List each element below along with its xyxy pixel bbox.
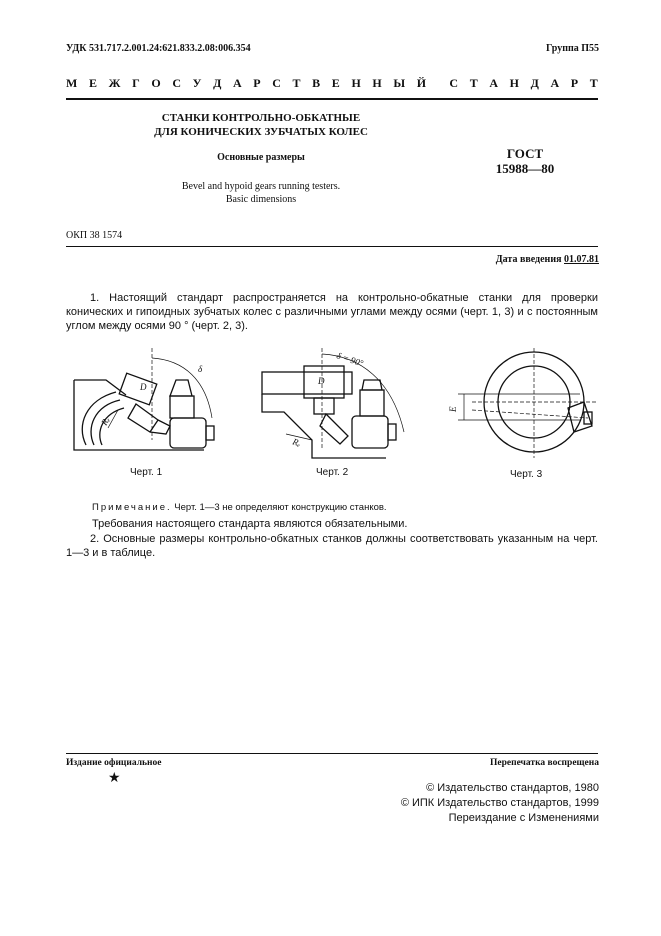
interstate-letter: С	[449, 76, 459, 90]
interstate-letter: Д	[213, 76, 222, 90]
interstate-letter: Е	[88, 76, 97, 90]
copyright-block	[401, 781, 599, 826]
document-subtitle: Основные размеры	[217, 152, 305, 163]
interstate-letter: А	[489, 76, 498, 90]
svg-text:D: D	[318, 376, 325, 386]
svg-text:Rₑ: Rₑ	[291, 436, 302, 449]
copyright-2: © ИПК Издательство стандартов, 1999	[400, 797, 599, 809]
svg-text:D: D	[140, 382, 147, 392]
english-title-line-2: Basic dimensions	[225, 194, 297, 205]
interstate-letter: В	[312, 76, 321, 90]
interstate-letter: Р	[253, 76, 261, 90]
interstate-letter: Т	[589, 76, 598, 90]
paragraph-2: 2. Основные размеры контрольно-обкатных станков должны соответствовать указанным на черт. 1—3 и в таблице.	[66, 533, 598, 559]
interstate-letter: Й	[416, 76, 427, 90]
interstate-letter: Р	[570, 76, 579, 90]
figure-2-drawing	[256, 340, 416, 465]
interstate-letter: Е	[331, 76, 340, 90]
interstate-letter: С	[272, 76, 281, 90]
reprint-prohibited: Перепечатка воспрещена	[489, 758, 599, 768]
interstate-letter: Т	[469, 76, 478, 90]
top-rule	[66, 98, 598, 100]
interstate-letter: У	[192, 76, 202, 90]
interstate-letter: Н	[372, 76, 382, 90]
figure-3-caption: Черт. 3	[510, 469, 543, 480]
star-icon: ★	[108, 771, 121, 786]
middle-rule	[66, 246, 598, 247]
interstate-letter: А	[550, 76, 560, 90]
svg-text:δ = 90°: δ = 90°	[335, 350, 365, 369]
intro-date-label: Дата введения	[495, 254, 562, 265]
title-line-2: ДЛЯ КОНИЧЕСКИХ ЗУБЧАТЫХ КОЛЕС	[154, 126, 368, 138]
figure-1-drawing	[66, 340, 226, 465]
reissue-note: Переиздание с Изменениями	[448, 812, 599, 824]
paragraph-1: 1. Настоящий стандарт распространяется на контрольно-обкатные станки для проверки конических и гипоидных зубчатых колес с различными углами между осями (черт. 1, 3) и с постоянным углом между осями 90 ° (черт. 2, 3).	[66, 292, 598, 332]
gost-code: 15988—80	[495, 161, 555, 176]
interstate-letter: М	[66, 76, 78, 90]
official-edition: Издание официальное	[66, 758, 162, 768]
okp-code: ОКП 38 1574	[66, 230, 123, 241]
interstate-letter: С	[172, 76, 181, 90]
interstate-letter: Ы	[393, 76, 406, 90]
document-title	[120, 111, 402, 139]
english-title-line-1: Bevel and hypoid gears running testers.	[181, 181, 341, 192]
interstate-letter: О	[151, 76, 161, 90]
figure-1-caption: Черт. 1	[130, 467, 163, 478]
udk-code: УДК 531.717.2.001.24:621.833.2.08:006.354	[66, 43, 251, 54]
figure-3-drawing	[450, 340, 600, 465]
title-line-1: СТАНКИ КОНТРОЛЬНО-ОБКАТНЫЕ	[161, 112, 361, 124]
figure-2-caption: Черт. 2	[316, 467, 349, 478]
interstate-letter: Г	[132, 76, 140, 90]
note-label: Примечание.	[92, 502, 172, 513]
svg-text:δ: δ	[198, 364, 203, 374]
intro-date	[496, 254, 599, 265]
svg-text:E: E	[448, 406, 458, 412]
english-title	[120, 180, 402, 206]
group-code: Группа П55	[546, 43, 599, 54]
interstate-letter: Н	[509, 76, 519, 90]
intro-date-value: 01.07.81	[564, 254, 599, 265]
note	[92, 502, 387, 513]
interstate-letter: Н	[351, 76, 361, 90]
interstate-standard-heading	[66, 76, 598, 91]
gost-number	[470, 146, 580, 176]
interstate-letter: Д	[530, 76, 539, 90]
copyright-1: © Издательство стандартов, 1980	[426, 782, 599, 794]
interstate-letter: А	[232, 76, 242, 90]
interstate-letter: Т	[292, 76, 301, 90]
footer-rule	[66, 753, 598, 754]
interstate-letter: Ж	[108, 76, 121, 90]
note-text: Черт. 1—3 не определяют конструкцию станков.	[171, 502, 387, 513]
requirements-statement: Требования настоящего стандарта являются обязательными.	[92, 518, 408, 530]
svg-text:Rₑ: Rₑ	[99, 415, 112, 427]
gost-label: ГОСТ	[506, 146, 544, 161]
